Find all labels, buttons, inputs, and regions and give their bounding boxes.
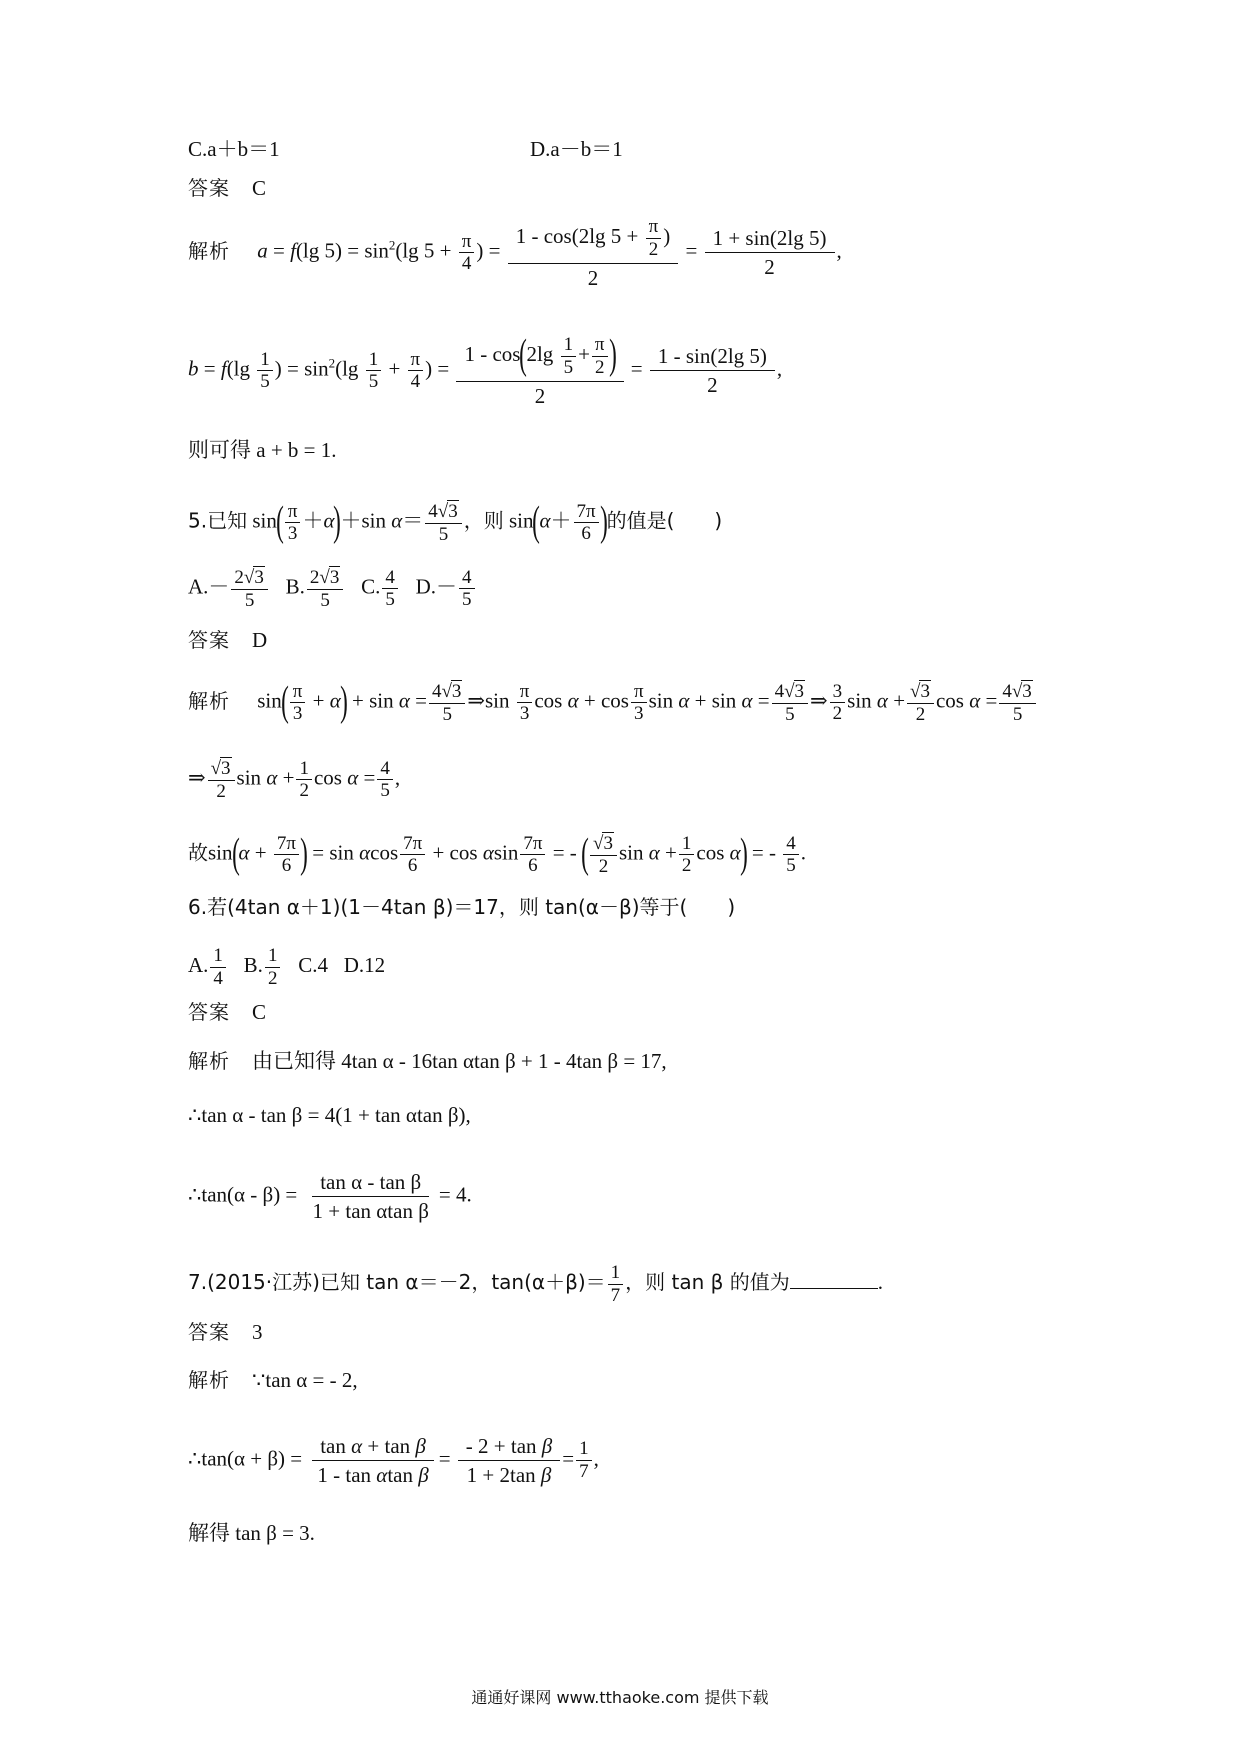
q5-option-b: B. bbox=[285, 574, 305, 599]
page-footer: 通通好课网 www.tthaoke.com 提供下载 bbox=[471, 1688, 769, 1707]
answer-label: 答案 bbox=[188, 1000, 230, 1024]
q6-stem: 6.若(4tan α＋1)(1－4tan β)＝17，则 tan(α－β)等于( ) bbox=[188, 895, 736, 919]
q4-option-d: D.a－b＝1 bbox=[530, 137, 623, 161]
analysis-label: 解析 bbox=[188, 1368, 230, 1392]
q7-stem-suffix: ，则 tan β 的值为 bbox=[625, 1270, 790, 1295]
q4-option-c: C.a＋b＝1 bbox=[188, 137, 280, 161]
q6-option-d: D.12 bbox=[343, 953, 386, 978]
q4-analysis-line1: 解析 a = f(lg $5) = \sin^2(\lg$ 5 + $\frac{\pi}{4}$ ) = 1 - cos(2lg 5 + $\frac{\pi}{2}$ ) 2 = $\frac{1 + \sin(2\lg 5)}{2}$ , bbox=[188, 216, 842, 290]
q6-option-a: A. bbox=[188, 953, 209, 978]
answer-value: C bbox=[252, 1000, 267, 1024]
q7-conclusion: 解得 tan β = 3. bbox=[188, 1521, 315, 1545]
q5-stem-prefix: 5.已知 bbox=[188, 508, 248, 533]
q6-options: A. $\frac{1}{4}$ B. $\frac{1}{2}$ C.4 D.12 bbox=[188, 945, 386, 989]
q5-option-a: A.－ bbox=[188, 574, 230, 599]
q7-step2-prefix: ∴tan(α + β) = bbox=[188, 1446, 303, 1471]
q4-answer bbox=[188, 178, 266, 199]
q7-stem: 7.(2015·江苏)已知 tan α＝－2，tan(α＋β)＝ $\frac{1}{7}$ ，则 tan β 的值为 . bbox=[188, 1262, 884, 1306]
analysis-label: 解析 bbox=[188, 1049, 230, 1073]
analysis-label: 解析 bbox=[188, 688, 230, 713]
answer-label: 答案 bbox=[188, 176, 230, 200]
q7-step1: ∵tan α = - 2, bbox=[252, 1368, 358, 1392]
analysis-label: 解析 bbox=[188, 238, 230, 263]
q7-analysis-line1 bbox=[188, 1370, 358, 1391]
q5-conclusion-prefix: 故 bbox=[188, 840, 208, 865]
q5-stem: 5.已知 sin( $\frac{\pi}{3}$ ＋α)＋sin α＝ $\frac{4√3}{5}$ ，则 sin(α＋ $\frac{7\pi}{6}$ )的值是( ) bbox=[188, 498, 723, 545]
answer-label: 答案 bbox=[188, 1320, 230, 1344]
q6-step3-result: = 4. bbox=[438, 1182, 472, 1207]
answer-value: D bbox=[252, 628, 268, 652]
q6-step3-den: 1 + tan αtan β bbox=[312, 1199, 429, 1224]
q4-analysis-line2: b = f(lg $\frac{1}{5}$ ) = $\sin^2(\lg$ $\frac{1}{5}$ + $\frac{\pi}{4}$ ) = 1 - cos(2lg $\frac{1}{5}$ + $\frac{\pi}{2}$ ) 2 = $\frac{1 - \sin(2\lg 5)}{2}$ , bbox=[188, 332, 783, 408]
q7-stem-prefix: 7.(2015·江苏)已知 tan α＝－2，tan(α＋β)＝ bbox=[188, 1270, 606, 1295]
q7-analysis-line2: ∴tan(α + β) = $\frac{\text{tan α + tan β}}{\text{1 - tan αtan β}}$ = $\frac{\text{- 2 + tan β}}{\text{1 + 2tan β}}$ = $\frac{1}{7}$ , bbox=[188, 1434, 599, 1488]
q6-analysis-line3 bbox=[188, 1168, 472, 1225]
q6-analysis-line2: ∴tan α - tan β = 4(1 + tan αtan β), bbox=[188, 1103, 471, 1127]
q5-stem-mid: ，则 bbox=[463, 508, 504, 533]
q6-option-c: C.4 bbox=[298, 953, 328, 978]
answer-value: 3 bbox=[252, 1320, 263, 1344]
q5-option-d: D.－ bbox=[415, 574, 457, 599]
q7-answer bbox=[188, 1322, 263, 1343]
q5-analysis-line3: 故sin(α + $\frac{7\pi}{6}$ ) = sin αcos $\frac{7\pi}{6}$ + cos αsin $\frac{7\pi}{6}$ = - ( $\frac{√3}{2}$ sin α + $\frac{1}{2}$ cos α) = - $\frac{4}{5}$ . bbox=[188, 830, 806, 877]
q6-step3-num: tan α - tan β bbox=[312, 1168, 429, 1197]
q5-answer bbox=[188, 630, 267, 651]
answer-value: C bbox=[252, 176, 267, 200]
q6-step3-prefix: ∴tan(α - β) = bbox=[188, 1182, 298, 1207]
q6-analysis-line1 bbox=[188, 1051, 667, 1072]
answer-blank[interactable] bbox=[790, 1270, 878, 1289]
q6-option-b: B. bbox=[243, 953, 263, 978]
q5-options: A.－ $\frac{2√3}{5}$ B. $\frac{2√3}{5}$ C. $\frac{4}{5}$ D.－ $\frac{4}{5}$ bbox=[188, 566, 477, 612]
q5-analysis-line1: 解析 sin( $\frac{\pi}{3}$ + α) + sin α = $\frac{4√3}{5}$ ⇒sin $\frac{\pi}{3}$ cos α + cos $\frac{\pi}{3}$ sin α + sin α = $\frac{4√3}{5}$ ⇒ $\frac{3}{2}$ sin α + $\frac{√3}{2}$ cos α = $\frac{4√3}{5}$ bbox=[188, 680, 1038, 726]
q4-conclusion: 则可得 a + b = 1. bbox=[188, 438, 337, 462]
answer-label: 答案 bbox=[188, 628, 230, 652]
q6-step1: 由已知得 4tan α - 16tan αtan β + 1 - 4tan β = 17, bbox=[252, 1049, 667, 1073]
q5-stem-suffix: 的值是( ) bbox=[606, 508, 723, 533]
q6-answer bbox=[188, 1002, 266, 1023]
q5-option-c: C. bbox=[361, 574, 381, 599]
q5-analysis-line2: ⇒ $\frac{√3}{2}$ sin α + $\frac{1}{2}$ cos α = $\frac{4}{5}$ , bbox=[188, 757, 401, 802]
